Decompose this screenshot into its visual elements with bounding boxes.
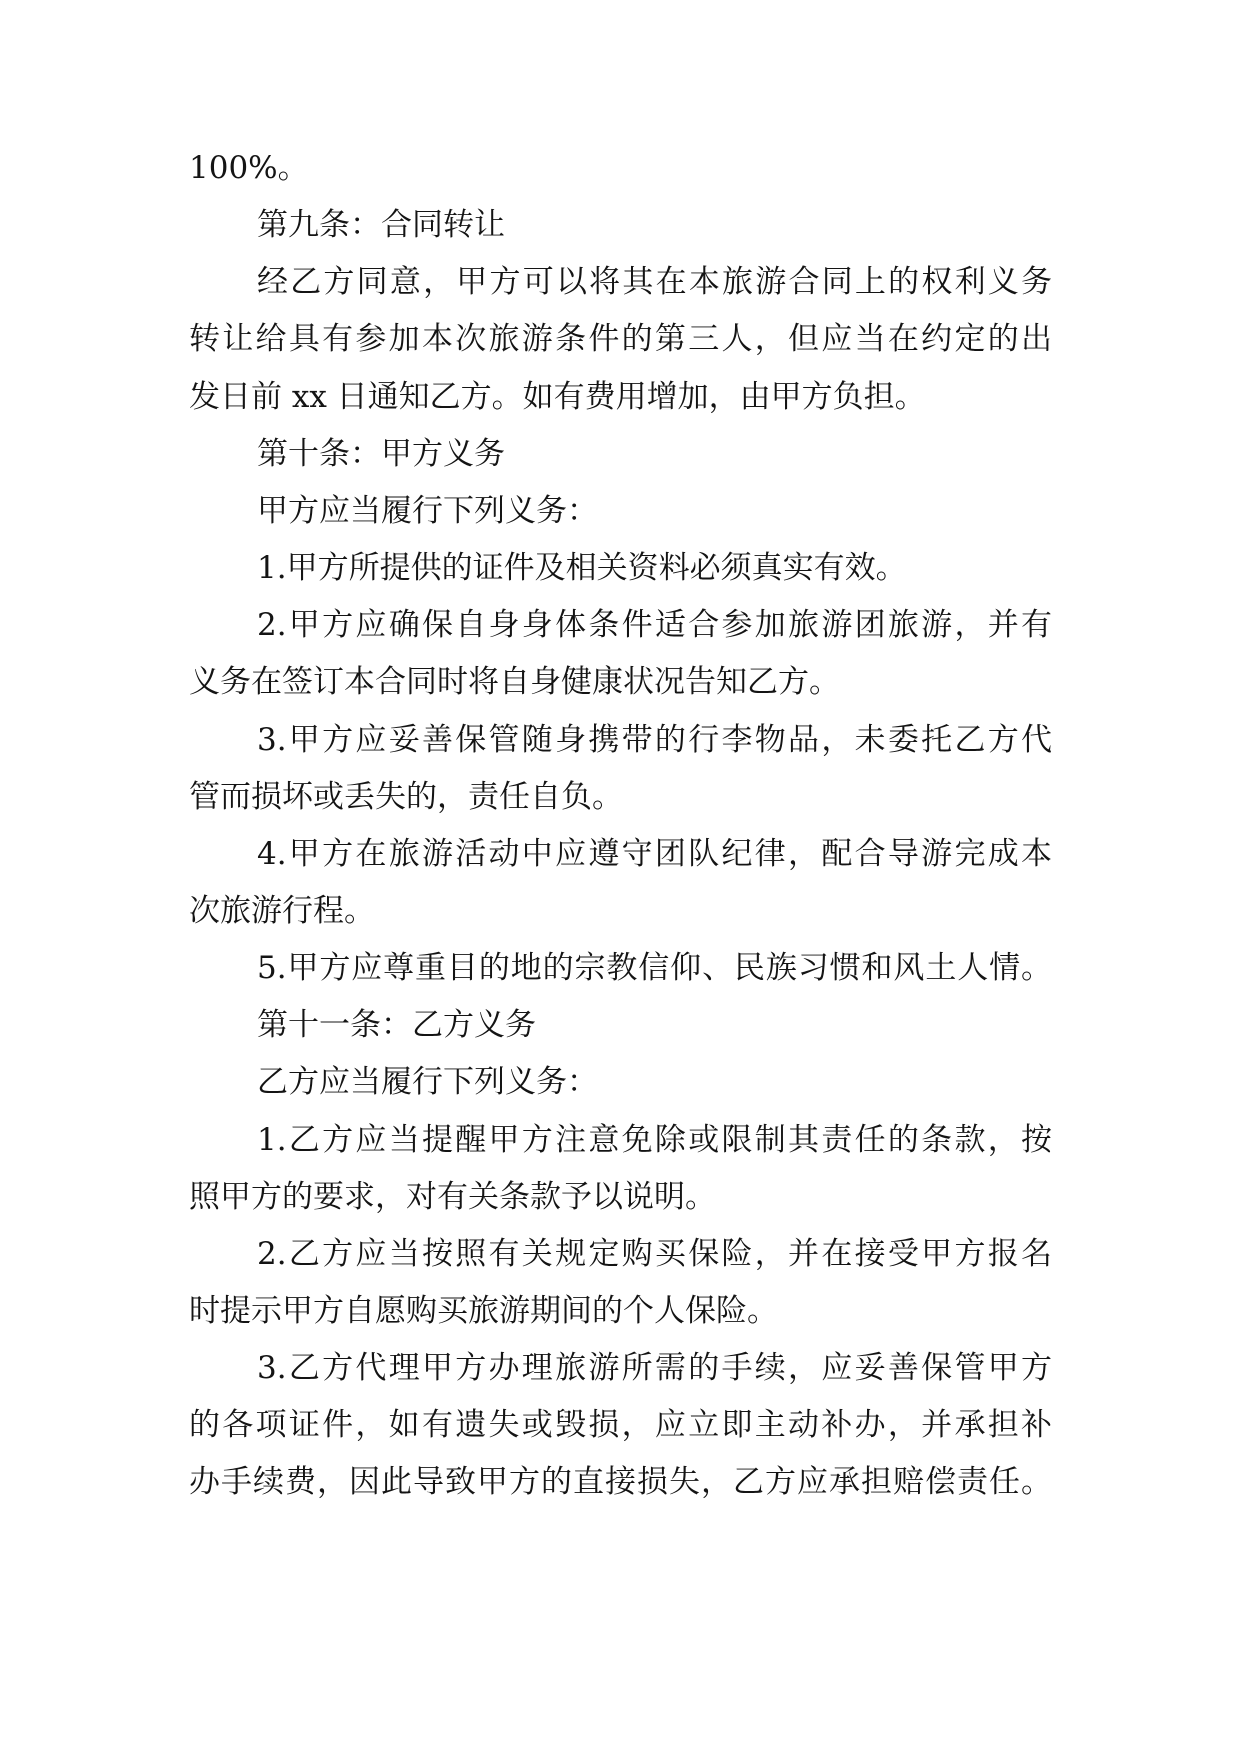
text-line: 1.甲方所提供的证件及相关资料必须真实有效。 — [257, 550, 907, 586]
text-line: 办手续费，因此导致甲方的直接损失，乙方应承担赔偿责任。 — [189, 1464, 1052, 1500]
text-line: 第十条：甲方义务 — [257, 436, 505, 472]
text-line: 2.甲方应确保自身身体条件适合参加旅游团旅游，并有 — [257, 607, 1052, 643]
text-line: 乙方应当履行下列义务： — [257, 1064, 598, 1100]
text-line: 转让给具有参加本次旅游条件的第三人，但应当在约定的出 — [189, 321, 1052, 357]
text-line: 管而损坏或丢失的，责任自负。 — [189, 779, 623, 815]
text-line: 的各项证件，如有遗失或毁损，应立即主动补办，并承担补 — [189, 1407, 1052, 1443]
text-line: 4.甲方在旅游活动中应遵守团队纪律，配合导游完成本 — [257, 836, 1052, 872]
text-line: 照甲方的要求，对有关条款予以说明。 — [189, 1179, 716, 1215]
text-line: 甲方应当履行下列义务： — [257, 493, 598, 529]
text-line: 5.甲方应尊重目的地的宗教信仰、民族习惯和风土人情。 — [257, 950, 1052, 986]
text-line: 时提示甲方自愿购买旅游期间的个人保险。 — [189, 1293, 778, 1329]
text-line: 发日前 xx 日通知乙方。如有费用增加，由甲方负担。 — [189, 379, 926, 415]
text-line: 第十一条：乙方义务 — [257, 1007, 536, 1043]
text-line: 100%。 — [189, 150, 309, 186]
text-line: 3.乙方代理甲方办理旅游所需的手续，应妥善保管甲方 — [257, 1350, 1052, 1386]
text-line: 3.甲方应妥善保管随身携带的行李物品，未委托乙方代 — [257, 722, 1052, 758]
text-line: 2.乙方应当按照有关规定购买保险，并在接受甲方报名 — [257, 1236, 1052, 1272]
text-line: 1.乙方应当提醒甲方注意免除或限制其责任的条款，按 — [257, 1122, 1052, 1158]
text-line: 经乙方同意，甲方可以将其在本旅游合同上的权利义务 — [257, 264, 1052, 300]
text-line: 义务在签订本合同时将自身健康状况告知乙方。 — [189, 664, 840, 700]
text-line: 第九条：合同转让 — [257, 207, 505, 243]
text-line: 次旅游行程。 — [189, 893, 375, 929]
